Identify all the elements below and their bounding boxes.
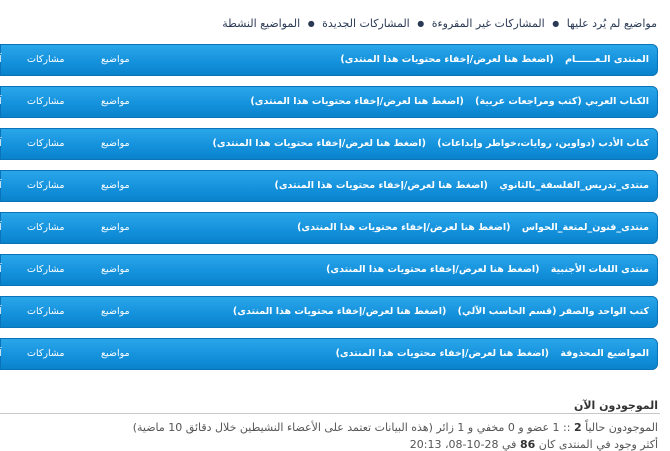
forum-category-heading: [213, 129, 649, 159]
forum-category-title[interactable]: منتدى اللغات الأجنبية: [550, 264, 649, 275]
forum-category-title[interactable]: المنتدى الـعــــــام: [565, 54, 649, 65]
toggle-visibility-link[interactable]: (اضغط هنا لعرض/إخفاء محتويات هذا المنتدى): [212, 138, 426, 149]
last-post-column-label: آ: [0, 348, 2, 359]
posts-column-label: مشاركات: [27, 222, 65, 233]
quick-links-bar: [222, 17, 657, 30]
separator-dot-icon: ●: [417, 19, 425, 28]
forum-category-heading: [340, 45, 649, 75]
forum-category-title[interactable]: منتدى_تدريس_الفلسفة_بالثانوي: [499, 180, 649, 191]
new-posts-link[interactable]: المشاركات الجديدة: [322, 17, 410, 30]
forum-category-bar[interactable]: [0, 254, 658, 286]
forum-category-title[interactable]: المواضيع المحذوفة: [560, 348, 649, 359]
forum-category-heading: [250, 87, 649, 117]
unread-posts-link[interactable]: المشاركات غير المقروءة: [431, 17, 545, 30]
forum-category-title[interactable]: كتب الواحد والصفر (قسم الحاسب الآلي): [457, 306, 649, 317]
forum-category-heading: [336, 339, 649, 369]
topics-column-label: مواضيع: [101, 180, 130, 191]
whos-online-heading: الموجودون الآن: [573, 399, 658, 412]
posts-column-label: مشاركات: [27, 348, 65, 359]
last-post-column-label: آ: [0, 306, 2, 317]
forum-category-bar[interactable]: [0, 212, 658, 244]
online-summary-prefix: الموجودون حالياً: [585, 421, 658, 434]
record-date: في 28-10-08، 20:13: [409, 438, 517, 451]
forum-category-bar[interactable]: [0, 86, 658, 118]
online-record-line: [410, 438, 658, 451]
last-post-column-label: آ: [0, 264, 2, 275]
forum-category-bar[interactable]: [0, 44, 658, 76]
last-post-column-label: آ: [0, 180, 2, 191]
online-total-count: 2: [573, 421, 582, 434]
posts-column-label: مشاركات: [27, 180, 65, 191]
forum-category-bar[interactable]: [0, 338, 658, 370]
forum-category-heading: [233, 297, 649, 327]
toggle-visibility-link[interactable]: (اضغط هنا لعرض/إخفاء محتويات هذا المنتدى): [326, 264, 540, 275]
posts-column-label: مشاركات: [27, 306, 65, 317]
topics-column-label: مواضيع: [101, 306, 130, 317]
forum-category-title[interactable]: كتاب الأدب (دواوين، روايات،خواطر وإبداعات): [437, 138, 649, 149]
toggle-visibility-link[interactable]: (اضغط هنا لعرض/إخفاء محتويات هذا المنتدى): [274, 180, 488, 191]
toggle-visibility-link[interactable]: (اضغط هنا لعرض/إخفاء محتويات هذا المنتدى): [335, 348, 549, 359]
topics-column-label: مواضيع: [101, 96, 130, 107]
section-divider: [0, 413, 660, 414]
toggle-visibility-link[interactable]: (اضغط هنا لعرض/إخفاء محتويات هذا المنتدى): [232, 306, 447, 317]
separator-dot-icon: ●: [552, 19, 560, 28]
forum-category-heading: [274, 171, 649, 201]
last-post-column-label: آ: [0, 222, 2, 233]
forum-category-heading: [326, 255, 649, 285]
forum-category-bar[interactable]: [0, 296, 658, 328]
toggle-visibility-link[interactable]: (اضغط هنا لعرض/إخفاء محتويات هذا المنتدى): [297, 222, 511, 233]
last-post-column-label: آ: [0, 54, 2, 65]
record-prefix: أكثر وجود في المنتدى كان: [538, 438, 658, 451]
forum-category-heading: [297, 213, 649, 243]
topics-column-label: مواضيع: [101, 348, 130, 359]
online-summary-details: :: 1 عضو و 0 مخفي و 1 زائر (هذه البيانات تعتمد على الأعضاء النشيطين خلال دقائق 10 ماضية): [132, 421, 571, 434]
topics-column-label: مواضيع: [101, 138, 130, 149]
forum-category-title[interactable]: الكتاب العربي (كتب ومراجعات عربية): [475, 96, 649, 107]
posts-column-label: مشاركات: [27, 138, 65, 149]
toggle-visibility-link[interactable]: (اضغط هنا لعرض/إخفاء محتويات هذا المنتدى): [250, 96, 464, 107]
topics-column-label: مواضيع: [101, 222, 130, 233]
unanswered-topics-link[interactable]: مواضيع لم يُرد عليها: [566, 17, 657, 30]
record-count: 86: [519, 438, 536, 451]
topics-column-label: مواضيع: [101, 54, 130, 65]
online-users-summary: [133, 421, 658, 434]
posts-column-label: مشاركات: [27, 96, 65, 107]
active-topics-link[interactable]: المواضيع النشطة: [222, 17, 301, 30]
posts-column-label: مشاركات: [27, 264, 65, 275]
posts-column-label: مشاركات: [27, 54, 65, 65]
topics-column-label: مواضيع: [101, 264, 130, 275]
last-post-column-label: آ: [0, 96, 2, 107]
forum-category-title[interactable]: منتدى_فنون_لمتعة_الحواس: [521, 222, 649, 233]
forum-category-bar[interactable]: [0, 128, 658, 160]
last-post-column-label: آ: [0, 138, 2, 149]
separator-dot-icon: ●: [307, 19, 315, 28]
forum-category-bar[interactable]: [0, 170, 658, 202]
toggle-visibility-link[interactable]: (اضغط هنا لعرض/إخفاء محتويات هذا المنتدى): [340, 54, 554, 65]
